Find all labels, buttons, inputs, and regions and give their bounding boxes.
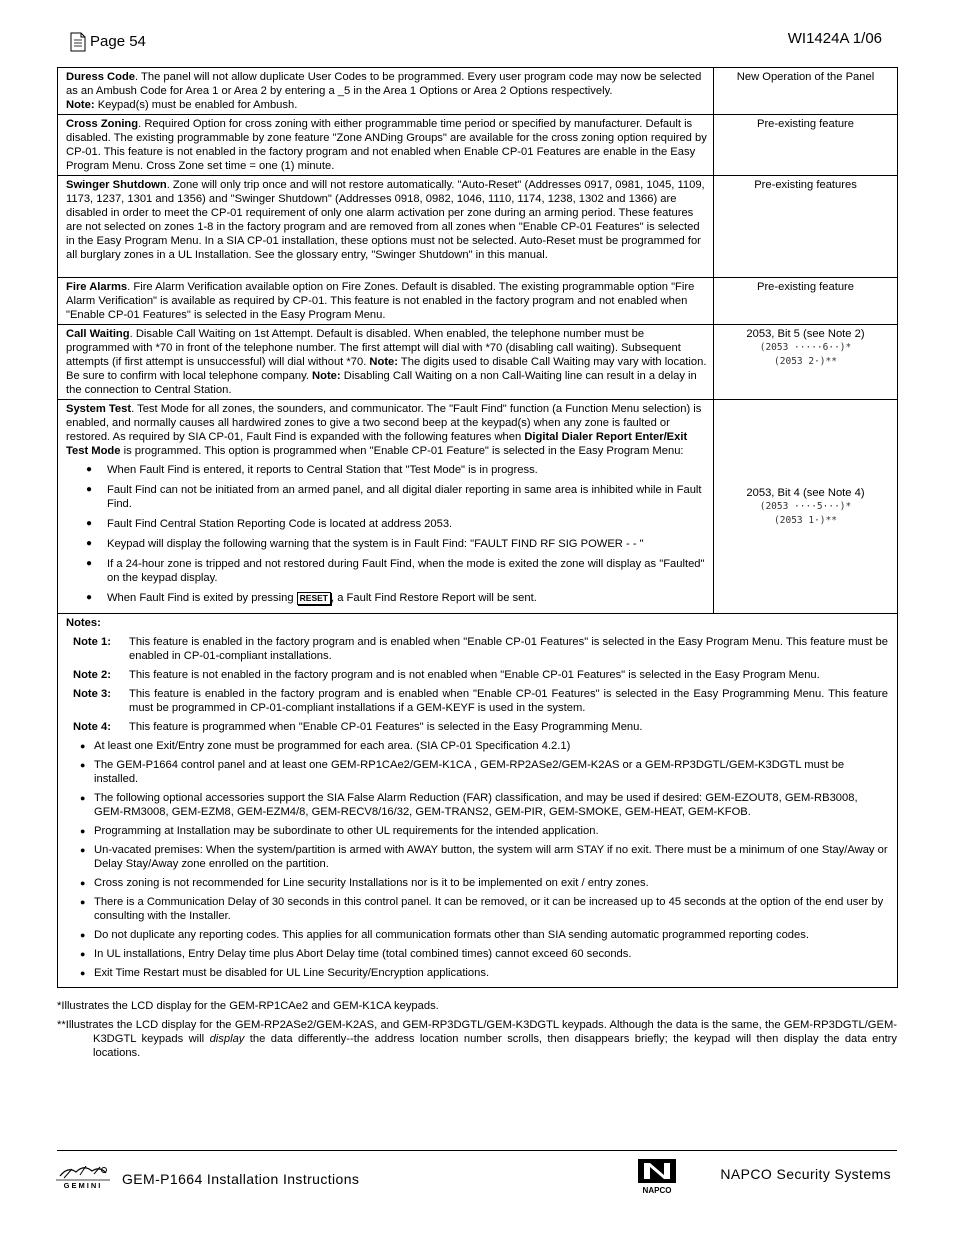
note-item — [66, 687, 894, 715]
list-item: ● Exit Time Restart must be disabled for UL Line Security/Encryption applications. — [66, 966, 894, 980]
note-label: Note 2: — [73, 669, 111, 681]
note-label: Note 1: — [73, 636, 111, 648]
napco-logo-text: NAPCO — [642, 1186, 672, 1195]
reset-key-icon: RESET — [297, 592, 331, 605]
page-header — [70, 32, 882, 54]
list-item — [66, 591, 710, 605]
note-item — [66, 668, 894, 682]
row-body: is programmed. This option is programmed when "Enable CP-01 Feature" is selected in the Easy Program Menu: — [120, 445, 684, 457]
notes-row — [58, 614, 898, 988]
list-item: ● Fault Find Central Station Reporting Code is located at address 2053. — [66, 517, 710, 531]
fault-find-list — [66, 463, 710, 605]
note-item — [66, 720, 894, 734]
note-text: Keypad(s) must be enabled for Ambush. — [94, 99, 298, 111]
row-body: . Zone will only trip once and will not restore automatically. "Auto-Reset" (Addresses 0917, 0981, 1045, 1109, 1173, 1237, 1301 and 1356) and "Swinger Shutdown" (Addresses 0918, 0982, 1046, 1110, 1174, 1238, 1302 and 1366) are disabled in order to meet the CP-01 requirement of only one alarm activation per zone during an arming period. These features are not selected on zones 1-8 in the factory program and are removed from all zones when "Enable CP-01 Features" is selected in the Easy Program Menu. In a SIA CP-01 installation, these options must not be selected. Auto-Reset must be programmed for all burglary zones in a UL Installation. See the glossary entry, "Swinger Shutdown" in this manual. — [66, 179, 705, 261]
footnote-text: **Illustrates the LCD display for the GEM-RP2ASe2/GEM-K2AS, and GEM-RP3DGTL/GEM-K3DGTL keypads. Although the data is the same, the GEM-RP3DGTL/GEM-K3DGTL keypads will — [57, 1019, 897, 1045]
row-status — [714, 325, 898, 400]
list-item: ● Do not duplicate any reporting codes. This applies for all communication formats other than SIA sending automatic programmed reporting codes. — [66, 928, 894, 942]
row-description — [58, 68, 714, 115]
row-description — [58, 115, 714, 176]
table-row — [58, 68, 898, 115]
row-description — [58, 278, 714, 325]
list-item-text: , a Fault Find Restore Report will be sent. — [331, 592, 537, 604]
row-title: Swinger Shutdown — [66, 179, 167, 191]
list-item: ● There is a Communication Delay of 30 seconds in this control panel. It can be removed, or it can be increased up to 45 seconds at the option of the end user by consulting with the Installer. — [66, 895, 894, 923]
row-body: . Test Mode for all zones, the sounders, and communicator. The "Fault Find" function (a Function Menu selection) is enabled, and normally causes all hardwired zones to give a two second beep at the keypad(s) when any zone is faulted or restored. As required by SIA CP-01, Fault Find is expanded with the following features when — [66, 403, 702, 443]
list-item: ● The GEM-P1664 control panel and at least one GEM-RP1CAe2/GEM-K1CA , GEM-RP2ASe2/GEM-K2AS or a GEM-RP3DGTL/GEM-K3DGTL must be installed. — [66, 758, 894, 786]
table-row — [58, 278, 898, 325]
row-title: System Test — [66, 403, 132, 415]
row-description — [58, 325, 714, 400]
doc-id: WI1424A 1/06 — [787, 30, 882, 47]
footer-title: GEM-P1664 Installation Instructions — [122, 1171, 360, 1187]
row-body: . Required Option for cross zoning with either programmable time period or specified by manufacturer. Default is disabled. The existing programmable by zone feature "Zone ANDing Groups" are available for the cross zoning option required by CP-01. This feature is not enabled in the factory program and not enabled when Enable CP-01 Features are enable in the Easy Program Menu. Cross Zone set time = one (1) minute. — [66, 118, 707, 172]
list-item: ● Fault Find can not be initiated from an armed panel, and all digital dialer reporting in same area is inhibited while in Fault Find. — [66, 483, 710, 511]
note-label: Note: — [66, 99, 95, 111]
row-body: The digits used to disable Call Waiting may vary with location. Be sure to confirm with local telephone company. — [66, 356, 707, 382]
row-title: Fire Alarms — [66, 281, 128, 293]
note-label: Note 3: — [73, 688, 111, 700]
list-item: ● At least one Exit/Entry zone must be programmed for each area. (SIA CP-01 Specification 4.2.1) — [66, 739, 894, 753]
notes-heading: Notes: — [66, 617, 101, 629]
page-number-area — [70, 32, 146, 52]
footnote-2 — [57, 1018, 897, 1060]
row-description — [58, 400, 714, 614]
table-row — [58, 325, 898, 400]
document-icon — [70, 32, 86, 52]
row-body: . Fire Alarm Verification available option on Fire Zones. Default is disabled. The existing programmable option "Fire Alarm Verification" is available as required by CP-01. This feature is not enabled in the factory program and not enabled when "Enable CP-01 Features" is selected in the Easy Program Menu. — [66, 281, 695, 321]
address-bit: 2053, Bit 4 (see Note 4) — [746, 486, 865, 499]
list-item: ● If a 24-hour zone is tripped and not restored during Fault Find, when the mode is exited the zone will display as "Faulted" on the keypad display. — [66, 557, 710, 585]
napco-logo — [634, 1157, 680, 1195]
row-description — [58, 176, 714, 278]
note-text: This feature is enabled in the factory program and is enabled when "Enable CP-01 Features" is selected in the Easy Program Menu. This feature must be enabled in CP-01-compliant installations. — [129, 636, 888, 662]
row-title: Cross Zoning — [66, 118, 139, 130]
gemini-logo — [54, 1160, 112, 1190]
address-bit: 2053, Bit 5 (see Note 2) — [746, 328, 865, 340]
row-body: Disabling Call Waiting on a non Call-Waiting line can result in a delay in the connection to Central Station. — [66, 370, 697, 396]
row-status: Pre-existing features — [714, 176, 898, 278]
list-item-text: When Fault Find is exited by pressing — [107, 592, 297, 604]
notes-bullet-list — [66, 739, 894, 980]
lcd-display-1: (2053 ·····6··)* — [759, 342, 852, 353]
lcd-display-2: (2053 1·)** — [774, 514, 837, 526]
note-label: Note: — [312, 370, 341, 382]
lcd-display-1: (2053 ····5···)* — [759, 500, 852, 512]
list-item: ● Cross zoning is not recommended for Line security Installations nor is it to be implemented on exit / entry zones. — [66, 876, 894, 890]
row-status — [714, 400, 898, 614]
note-item — [66, 635, 894, 663]
row-status: New Operation of the Panel — [714, 68, 898, 115]
footer-company: NAPCO Security Systems — [720, 1166, 891, 1182]
list-item: ● In UL installations, Entry Delay time plus Abort Delay time (total combined times) cannot exceed 60 seconds. — [66, 947, 894, 961]
row-body: . Disable Call Waiting on 1st Attempt. Default is disabled. When enabled, the telephone number must be programmed with *70 in front of the telephone number. The first attempt will dial with *70 (disabling call waiting). Subsequent attempts (if first attempt is unsuccessful) will dial without *70. — [66, 328, 681, 368]
list-item: ● Keypad will display the following warning that the system is in Fault Find: "FAULT FIND RF SIG POWER - - " — [66, 537, 710, 551]
notes-section — [58, 614, 898, 988]
list-item: ● The following optional accessories support the SIA False Alarm Reduction (FAR) classification, and may be used if desired: GEM-EZOUT8, GEM-RB3008, GEM-RM3008, GEM-EZM8, GEM-EZM4/8, GEM-RECV8/16/32, GEM-TRANS2, GEM-PIR, GEM-SMOKE, GEM-HEAT, GEM-KFOB. — [66, 791, 894, 819]
table-row — [58, 115, 898, 176]
footnote-emphasis: display — [209, 1033, 245, 1045]
footnote-text: the data differently--the address location number scrolls, then disappears briefly; the keypad will then display the data entry locations. — [93, 1033, 897, 1059]
list-item: ● Un-vacated premises: When the system/partition is armed with AWAY button, the system will arm STAY if no exit. There must be a minimum of one Stay/Away or Delay Stay/Away zone enrolled on the partition. — [66, 843, 894, 871]
list-item: ● Programming at Installation may be subordinate to other UL requirements for the intended application. — [66, 824, 894, 838]
gemini-logo-text: GEMINI — [63, 1181, 103, 1190]
feature-table — [57, 67, 898, 988]
row-title: Call Waiting — [66, 328, 130, 340]
table-row — [58, 400, 898, 614]
note-label: Note: — [369, 356, 399, 368]
bold-phrase: Digital Dialer Report Enter/Exit Test Mode — [66, 431, 688, 457]
lcd-display-2: (2053 2·)** — [774, 356, 837, 367]
row-status: Pre-existing feature — [714, 278, 898, 325]
note-label: Note 4: — [73, 721, 111, 733]
note-text: This feature is programmed when "Enable CP-01 Features" is selected in the Easy Programming Menu. — [129, 721, 643, 733]
table-row — [58, 176, 898, 278]
page-number: Page 54 — [90, 33, 146, 50]
list-item: ● When Fault Find is entered, it reports to Central Station that "Test Mode" is in progress. — [66, 463, 710, 477]
row-body: . The panel will not allow duplicate User Codes to be programmed. Every user program code may now be selected as an Ambush Code for Area 1 or Area 2 by entering a _5 in the Area 1 Options or Area 2 Options respectively. — [66, 71, 702, 97]
note-text: This feature is not enabled in the factory program and is not enabled when "Enable CP-01 Features" is selected in the Easy Program Menu. — [129, 669, 820, 681]
note-text: This feature is enabled in the factory program and is enabled when "Enable CP-01 Features" is selected in the Easy Programming Menu. This feature must be programmed in CP-01-compliant installations if a GEM-KEYF is used in the system. — [129, 688, 888, 714]
row-status: Pre-existing feature — [714, 115, 898, 176]
footer-divider — [57, 1150, 897, 1151]
row-title: Duress Code — [66, 71, 136, 83]
footnote-1: *Illustrates the LCD display for the GEM-RP1CAe2 and GEM-K1CA keypads. — [57, 1000, 439, 1012]
